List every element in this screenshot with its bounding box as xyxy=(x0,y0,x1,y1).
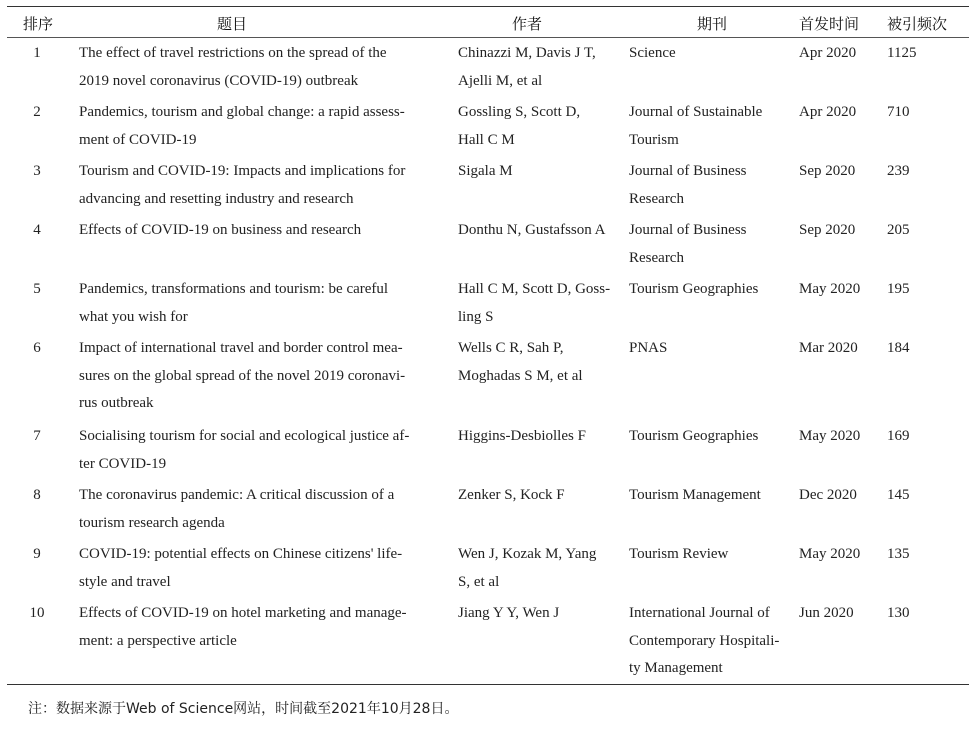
rank-cell: 3 xyxy=(33,163,41,179)
author-cell xyxy=(458,40,626,95)
title-cell-line: tourism research agenda xyxy=(79,514,225,531)
author-cell-line: ling S xyxy=(458,308,494,325)
title-cell-line: The effect of travel restrictions on the spread of the xyxy=(79,45,387,61)
journal-cell-line: Research xyxy=(629,249,684,266)
author-cell-line: Higgins-Desbiolles F xyxy=(458,428,586,444)
table-header-rule xyxy=(7,37,969,38)
title-cell xyxy=(79,423,451,478)
author-cell-line: S, et al xyxy=(458,573,500,590)
citations-cell: 135 xyxy=(887,546,910,562)
author-cell xyxy=(458,482,626,510)
journal-cell xyxy=(629,217,797,272)
author-cell xyxy=(458,541,626,596)
author-cell-line: Sigala M xyxy=(458,163,513,179)
author-cell-line: Moghadas S M, et al xyxy=(458,367,583,384)
table-note: 注：数据来源于Web of Science网站，时间截至2021年10月28日。 xyxy=(28,701,459,717)
citations-cell: 130 xyxy=(887,605,910,621)
rank-cell: 1 xyxy=(33,45,41,61)
title-cell-line: 2019 novel coronavirus (COVID-19) outbreak xyxy=(79,72,359,89)
title-cell xyxy=(79,276,451,331)
citations-cell: 195 xyxy=(887,281,910,297)
title-cell-line: ment of COVID-19 xyxy=(79,131,197,148)
title-cell xyxy=(79,40,451,95)
table-bottom-rule xyxy=(7,684,969,685)
rank-cell: 9 xyxy=(33,546,41,562)
author-cell xyxy=(458,158,626,186)
author-cell-line: Hall C M, Scott D, Goss- xyxy=(458,281,611,297)
header-rank: 排序 xyxy=(23,15,54,33)
journal-cell xyxy=(629,482,797,510)
journal-cell-line: PNAS xyxy=(629,340,668,356)
author-cell-line: Ajelli M, et al xyxy=(458,72,543,89)
title-cell-line: Effects of COVID-19 on business and research xyxy=(79,222,362,238)
title-cell xyxy=(79,482,451,537)
journal-cell-line: Journal of Business xyxy=(629,163,747,179)
rank-cell: 2 xyxy=(33,104,41,120)
journal-cell xyxy=(629,541,797,569)
header-title: 题目 xyxy=(217,15,248,33)
date-cell: Sep 2020 xyxy=(799,222,856,238)
author-cell-line: Hall C M xyxy=(458,131,515,148)
author-cell-line: Jiang Y Y, Wen J xyxy=(458,605,560,621)
title-cell-line: ter COVID-19 xyxy=(79,455,167,472)
rank-cell: 5 xyxy=(33,281,41,297)
date-cell: May 2020 xyxy=(799,281,861,297)
journal-cell xyxy=(629,99,797,154)
author-cell-line: Gossling S, Scott D, xyxy=(458,104,581,120)
author-cell-line: Donthu N, Gustafsson A xyxy=(458,222,606,238)
author-cell xyxy=(458,600,626,628)
author-cell xyxy=(458,335,626,390)
title-cell-line: ment: a perspective article xyxy=(79,632,237,649)
title-cell-line: Effects of COVID-19 on hotel marketing and manage- xyxy=(79,605,407,621)
title-cell-line: The coronavirus pandemic: A critical discussion of a xyxy=(79,487,395,503)
journal-cell xyxy=(629,40,797,68)
header-journal: 期刊 xyxy=(697,15,728,33)
date-cell: Jun 2020 xyxy=(799,605,854,621)
title-cell xyxy=(79,99,451,154)
journal-cell xyxy=(629,423,797,451)
rank-cell: 10 xyxy=(29,605,45,621)
date-cell: Dec 2020 xyxy=(799,487,857,503)
journal-cell xyxy=(629,600,797,683)
date-cell: Sep 2020 xyxy=(799,163,856,179)
journal-cell-line: Journal of Business xyxy=(629,222,747,238)
journal-cell-line: Contemporary Hospitali- xyxy=(629,632,780,649)
author-cell-line: Wells C R, Sah P, xyxy=(458,340,564,356)
author-cell-line: Chinazzi M, Davis J T, xyxy=(458,45,596,61)
citations-cell: 205 xyxy=(887,222,910,238)
journal-cell-line: Research xyxy=(629,190,684,207)
journal-cell-line: Science xyxy=(629,45,676,61)
title-cell-line: sures on the global spread of the novel 2019 coronavi- xyxy=(79,367,406,384)
rank-cell: 8 xyxy=(33,487,41,503)
journal-cell-line: Tourism Geographies xyxy=(629,428,759,444)
journal-cell-line: Tourism Management xyxy=(629,487,761,503)
author-cell xyxy=(458,423,626,451)
journal-cell-line: Tourism Review xyxy=(629,546,729,562)
header-citations: 被引频次 xyxy=(887,15,948,33)
citations-cell: 169 xyxy=(887,428,910,444)
journal-cell xyxy=(629,335,797,363)
title-cell xyxy=(79,600,451,655)
author-cell-line: Wen J, Kozak M, Yang xyxy=(458,546,597,562)
title-cell xyxy=(79,335,451,418)
rank-cell: 7 xyxy=(33,428,41,444)
title-cell xyxy=(79,217,451,245)
date-cell: Apr 2020 xyxy=(799,45,857,61)
title-cell xyxy=(79,541,451,596)
header-date: 首发时间 xyxy=(799,15,860,33)
citations-cell: 710 xyxy=(887,104,910,120)
journal-cell-line: ty Management xyxy=(629,660,723,676)
title-cell-line: Pandemics, tourism and global change: a rapid assess- xyxy=(79,104,405,120)
title-cell-line: Impact of international travel and border control mea- xyxy=(79,340,403,356)
title-cell-line: COVID-19: potential effects on Chinese citizens' life- xyxy=(79,546,403,562)
rank-cell: 6 xyxy=(33,340,41,356)
journal-cell-line: International Journal of xyxy=(629,605,770,621)
date-cell: May 2020 xyxy=(799,546,861,562)
journal-cell-line: Tourism xyxy=(629,131,679,148)
journal-cell xyxy=(629,276,797,304)
title-cell-line: advancing and resetting industry and research xyxy=(79,190,354,207)
author-cell xyxy=(458,217,626,245)
title-cell xyxy=(79,158,451,213)
date-cell: Apr 2020 xyxy=(799,104,857,120)
title-cell-line: rus outbreak xyxy=(79,395,154,411)
date-cell: May 2020 xyxy=(799,428,861,444)
journal-cell-line: Tourism Geographies xyxy=(629,281,759,297)
date-cell: Mar 2020 xyxy=(799,340,858,356)
table-header-row xyxy=(7,6,969,37)
title-cell-line: Socialising tourism for social and ecological justice af- xyxy=(79,428,410,444)
citations-cell: 184 xyxy=(887,340,910,356)
author-cell xyxy=(458,276,626,331)
author-cell xyxy=(458,99,626,154)
citations-cell: 239 xyxy=(887,163,910,179)
rank-cell: 4 xyxy=(33,222,41,238)
journal-cell xyxy=(629,158,797,213)
title-cell-line: Tourism and COVID-19: Impacts and implications for xyxy=(79,163,406,179)
citations-cell: 1125 xyxy=(887,45,917,61)
title-cell-line: what you wish for xyxy=(79,308,188,325)
journal-cell-line: Journal of Sustainable xyxy=(629,104,763,120)
author-cell-line: Zenker S, Kock F xyxy=(458,487,565,503)
title-cell-line: style and travel xyxy=(79,573,171,590)
citations-cell: 145 xyxy=(887,487,910,503)
title-cell-line: Pandemics, transformations and tourism: be careful xyxy=(79,281,389,297)
header-author: 作者 xyxy=(512,15,543,33)
